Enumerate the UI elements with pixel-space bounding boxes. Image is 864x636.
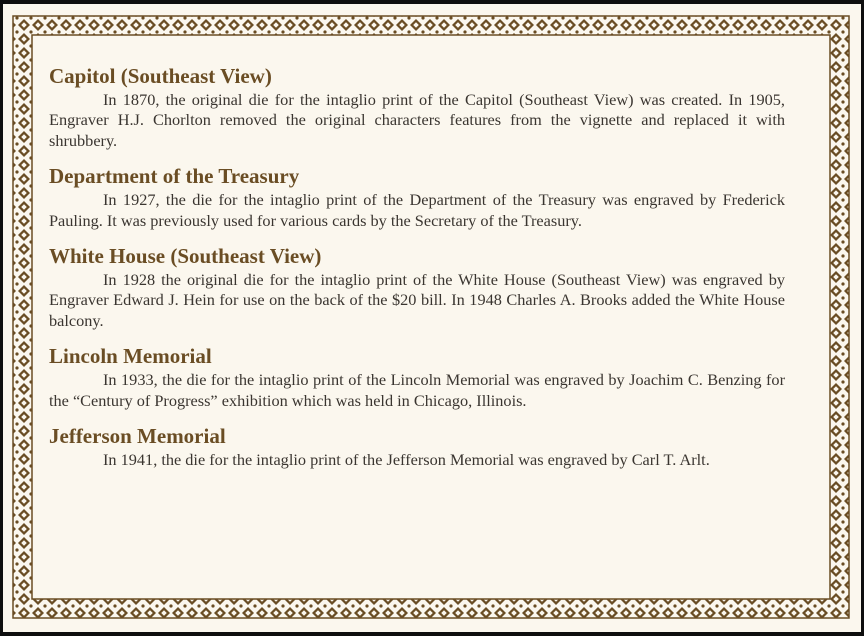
section-white-house	[49, 242, 785, 331]
section-title: White House (Southeast View)	[49, 244, 322, 269]
section-capitol	[49, 62, 785, 151]
section-title: Lincoln Memorial	[49, 344, 212, 369]
section-title: Capitol (Southeast View)	[49, 64, 272, 88]
section-body: In 1870, the original die for the intaglio print of the Capitol (Southeast View) was created. In 1905, Engraver H.J. Chorlton removed the original characters features from the vignette and replaced it with shrubbery.	[49, 90, 785, 150]
section-body: In 1928 the original die for the intaglio print of the White House (Southeast View) was engraved by Engraver Edward J. Hein for use on the back of the $20 bill. In 1948 Charles A. Brooks added the White House balcony.	[49, 270, 785, 330]
section-body: In 1941, the die for the intaglio print of the Jefferson Memorial was engraved by Carl T. Arlt.	[103, 450, 710, 470]
section-title: Department of the Treasury	[49, 164, 300, 189]
section-treasury	[49, 162, 785, 231]
content	[49, 62, 785, 481]
section-body: In 1927, the die for the intaglio print of the Department of the Treasury was engraved by Frederick Pauling. It was previously used for various cards by the Secretary of the Treasury.	[49, 190, 785, 230]
section-jefferson-memorial	[49, 422, 785, 470]
section-body: In 1933, the die for the intaglio print of the Lincoln Memorial was engraved by Joachim C. Benzing for the “Century of Progress” exhibition which was held in Chicago, Illinois.	[49, 370, 785, 410]
section-lincoln-memorial	[49, 342, 785, 411]
note-card	[3, 4, 861, 632]
section-title: Jefferson Memorial	[49, 424, 226, 449]
